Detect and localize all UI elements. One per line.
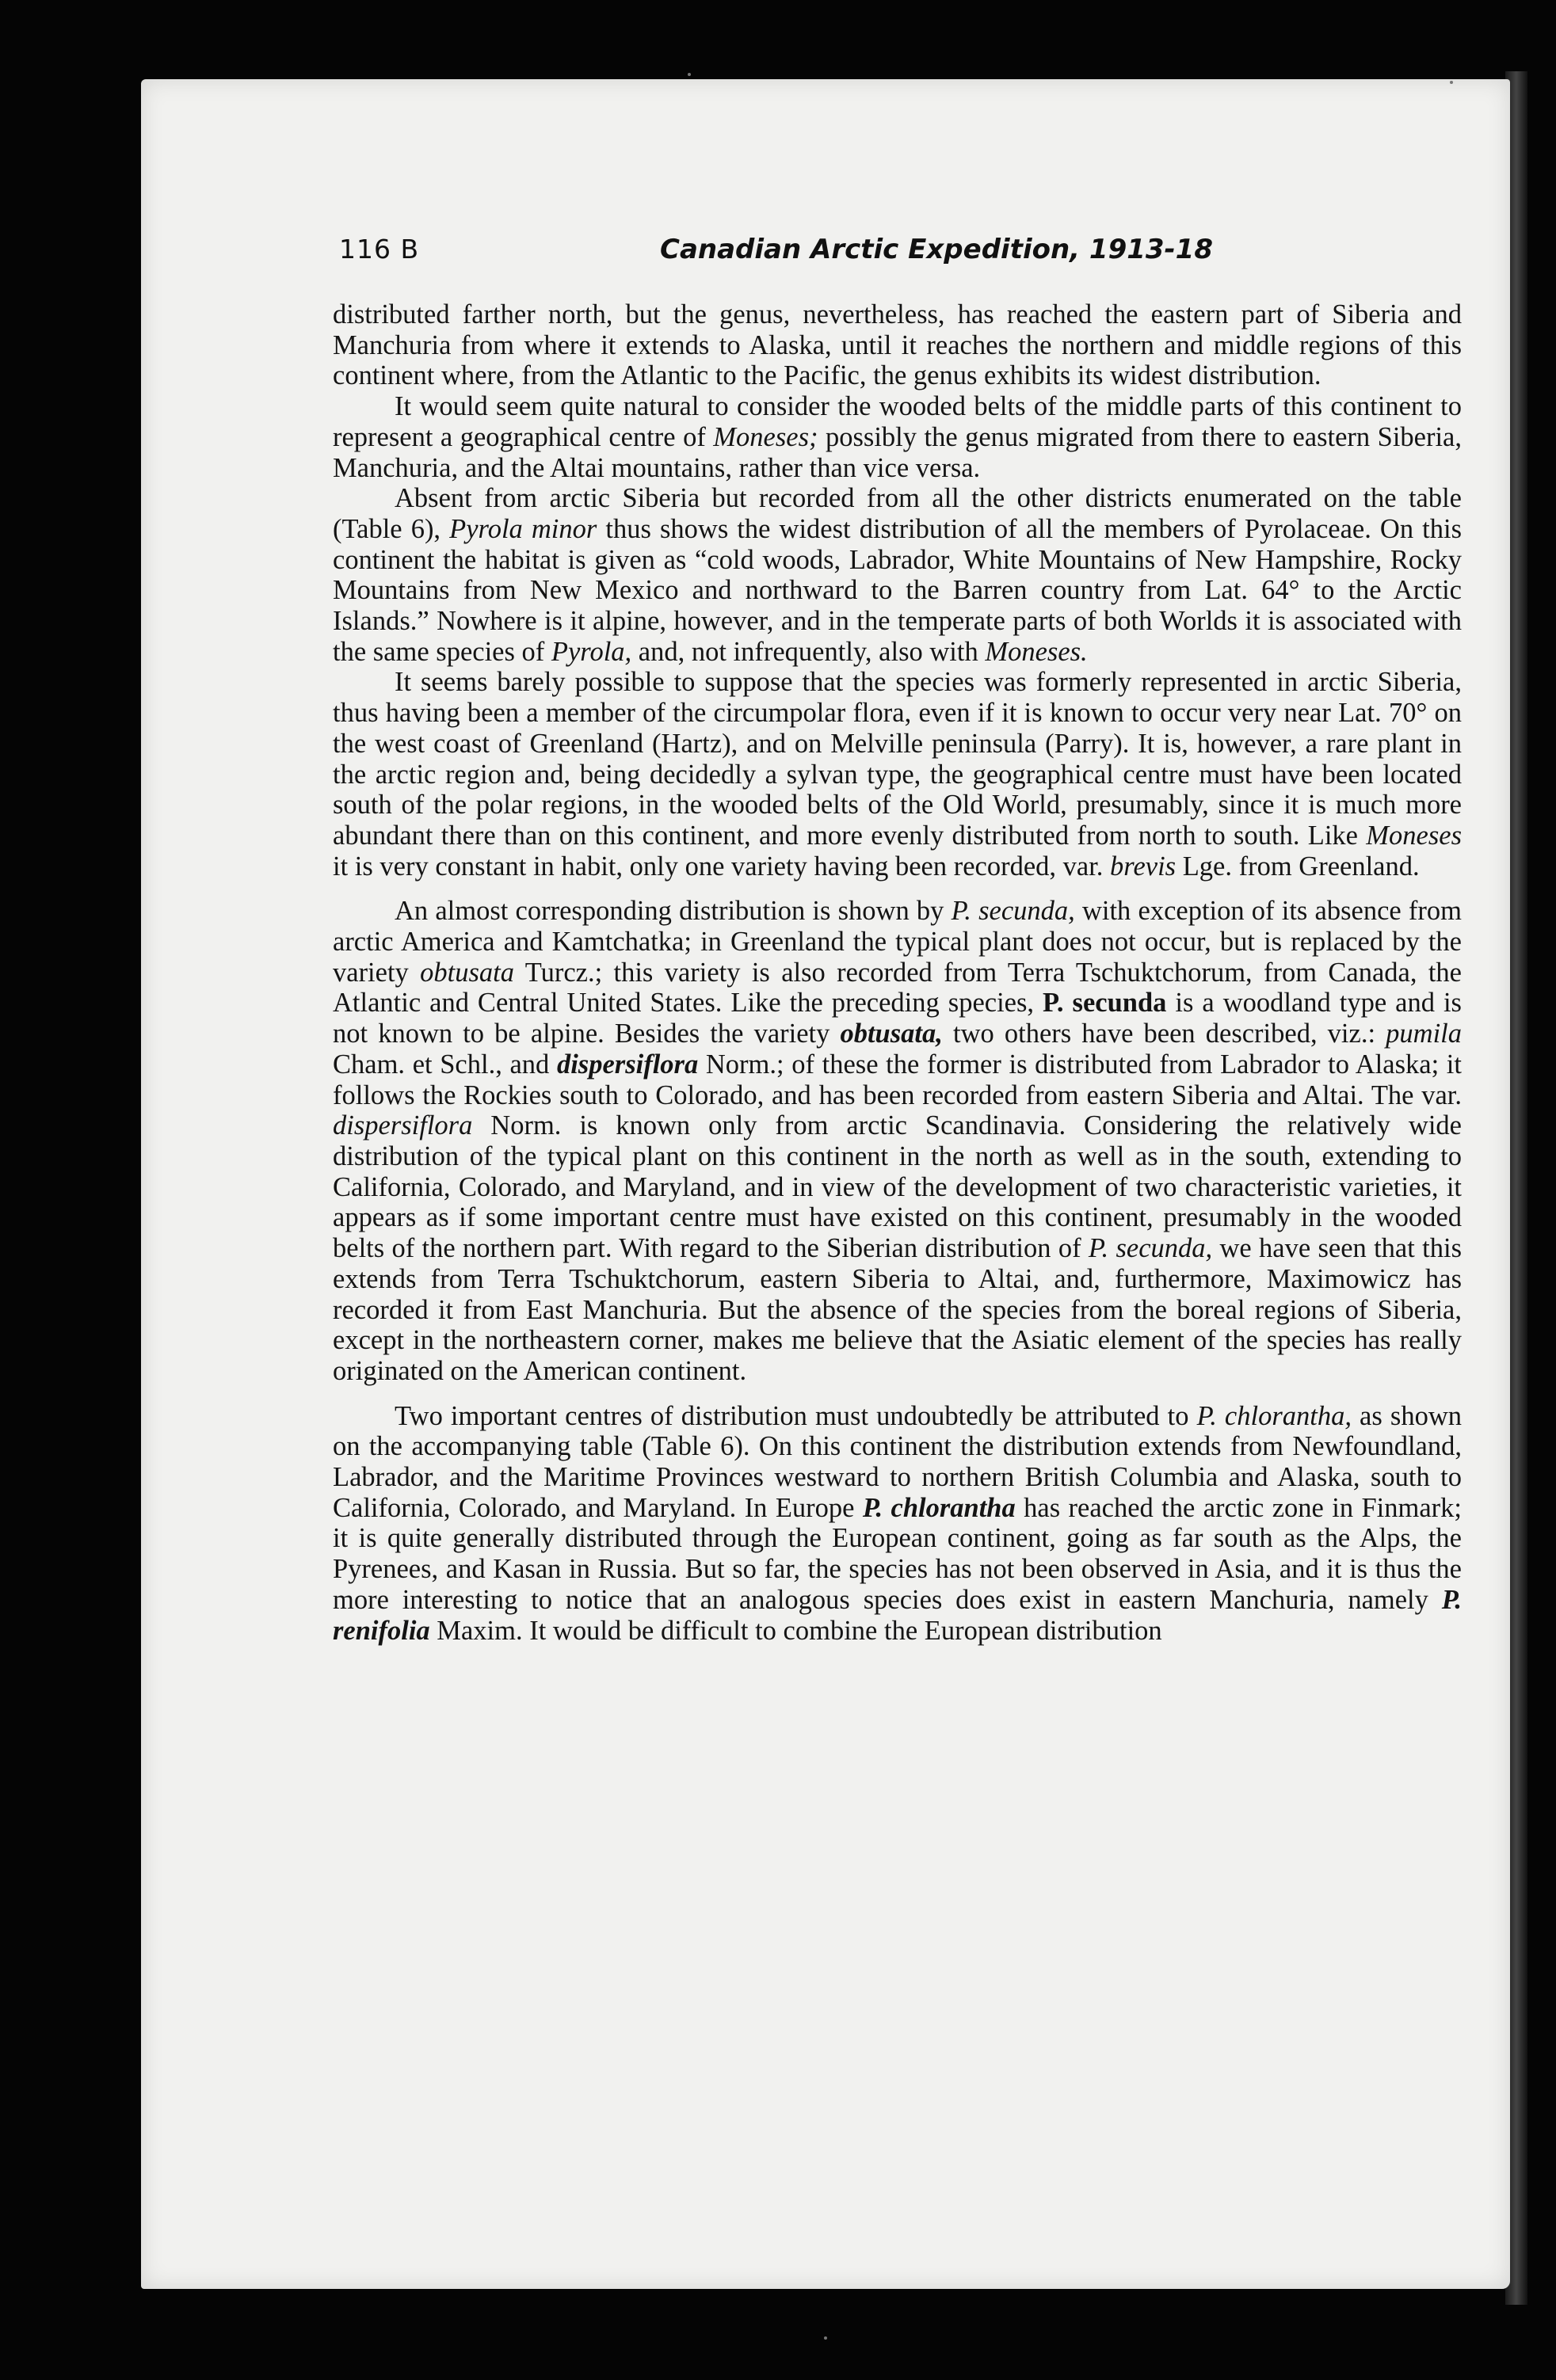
taxon-name: Moneses <box>1366 820 1462 851</box>
body-text <box>333 299 1462 1646</box>
scan-speck <box>688 73 691 76</box>
taxon-name: dispersiflora <box>556 1049 699 1080</box>
paragraph-2: It would seem quite natural to consider the wooded belts of the middle parts of this continent to represent a geographical centre of Moneses; possibly the genus migrated from there to eastern Siberia, Manchuria, and the Altai mountains, rather than vice versa. <box>333 391 1462 483</box>
taxon-name: brevis <box>1110 851 1177 882</box>
taxon-name: obtusata, <box>840 1019 943 1049</box>
taxon-name: P. secunda <box>1043 988 1167 1019</box>
running-title: Canadian Arctic Expedition, 1913-18 <box>660 234 1213 265</box>
scan-speck <box>1450 81 1453 84</box>
taxon-name: P. renifolia <box>333 1584 1462 1646</box>
paragraph-6: Two important centres of distribution must undoubtedly be attributed to P. chlorantha, as shown on the accompanying table (Table 6). On this continent the distribution extends from Newfoundland, Labrador, and the Maritime Provinces westward to northern British Columbia and Alaska, south to California, Colorado, and Maryland. In Europe P. chlorantha has reached the arctic zone in Finmark; it is quite generally distributed through the European continent, going as far south as the Alps, the Pyrenees, and Kasan in Russia. But so far, the species has not been observed in Asia, and it is thus the more interesting to notice that an analogous species does exist in eastern Manchuria, namely P. renifolia Maxim. It would be difficult to combine the European distribution <box>333 1400 1462 1646</box>
page-number: 116 B <box>339 234 420 265</box>
taxon-name: Pyrola minor <box>449 513 597 544</box>
taxon-name: Moneses; <box>713 421 818 452</box>
taxon-name: dispersiflora <box>333 1110 473 1141</box>
taxon-name: Moneses. <box>985 636 1088 667</box>
taxon-name: Pyrola, <box>551 636 632 667</box>
paragraph-5: An almost corresponding distribution is shown by P. secunda, with exception of its absence from arctic America and Kamtchatka; in Greenland the typical plant does not occur, but is replaced by the variety obtusata Turcz.; this variety is also recorded from Terra Tschuktchorum, from Canada, the Atlantic and Central United States. Like the preceding species, P. secunda is a woodland type and is not known to be alpine. Besides the variety obtusata, two others have been described, viz.: pumila Cham. et Schl., and dispersiflora Norm.; of these the former is distributed from Labrador to Alaska; it follows the Rockies south to Colorado, and has been recorded from eastern Siberia and Altai. The var. dispersiflora Norm. is known only from arctic Scandinavia. Considering the relatively wide distribution of the typical plant on this continent in the north as well as in the south, extending to California, Colorado, and Maryland, and in view of the development of two characteristic varieties, it appears as if some important centre must have existed on this continent, presumably in the wooded belts of the northern part. With regard to the Siberian distribution of P. secunda, we have seen that this extends from Terra Tschuktchorum, eastern Siberia to Altai, and, furthermore, Maximowicz has recorded it from East Manchuria. But the absence of the species from the boreal regions of Siberia, except in the northeastern corner, makes me believe that the Asiatic element of the species has really originated on the American continent. <box>333 896 1462 1386</box>
taxon-name: P. secunda, <box>1088 1233 1213 1264</box>
scan-speck <box>824 2336 827 2340</box>
taxon-name: P. chlorantha, <box>1196 1400 1352 1431</box>
taxon-name: pumila <box>1386 1019 1462 1049</box>
taxon-name: P. chlorantha <box>862 1492 1016 1523</box>
paragraph-1: distributed farther north, but the genus, nevertheless, has reached the eastern part of Siberia and Manchuria from where it extends to Alaska, until it reaches the northern and middle regions of this continent where, from the Atlantic to the Pacific, the genus exhibits its widest distribution. <box>333 299 1462 391</box>
page-header <box>339 234 1464 281</box>
taxon-name: P. secunda, <box>951 896 1075 927</box>
paragraph-4: It seems barely possible to suppose that the species was formerly represented in arctic Siberia, thus having been a member of the circumpolar flora, even if it is known to occur very near Lat. 70° on the west coast of Greenland (Hartz), and on Melville peninsula (Parry). It is, however, a rare plant in the arctic region and, being decidedly a sylvan type, the geographical centre must have been located south of the polar regions, in the wooded belts of the Old World, presumably, since it is much more abundant there than on this continent, and more evenly distributed from north to south. Like Moneses it is very constant in habit, only one variety having been recorded, var. brevis Lge. from Greenland. <box>333 667 1462 882</box>
taxon-name: obtusata <box>420 957 514 988</box>
paragraph-3: Absent from arctic Siberia but recorded from all the other districts enumerated on the table (Table 6), Pyrola minor thus shows the widest distribution of all the members of Pyrolaceae. On this continent the habitat is given as “cold woods, Labrador, White Mountains of New Hampshire, Rocky Mountains from New Mexico and northward to the Barren country from Lat. 64° to the Arctic Islands.” Nowhere is it alpine, however, and in the temperate parts of both Worlds it is associated with the same species of Pyrola, and, not infrequently, also with Moneses. <box>333 483 1463 667</box>
